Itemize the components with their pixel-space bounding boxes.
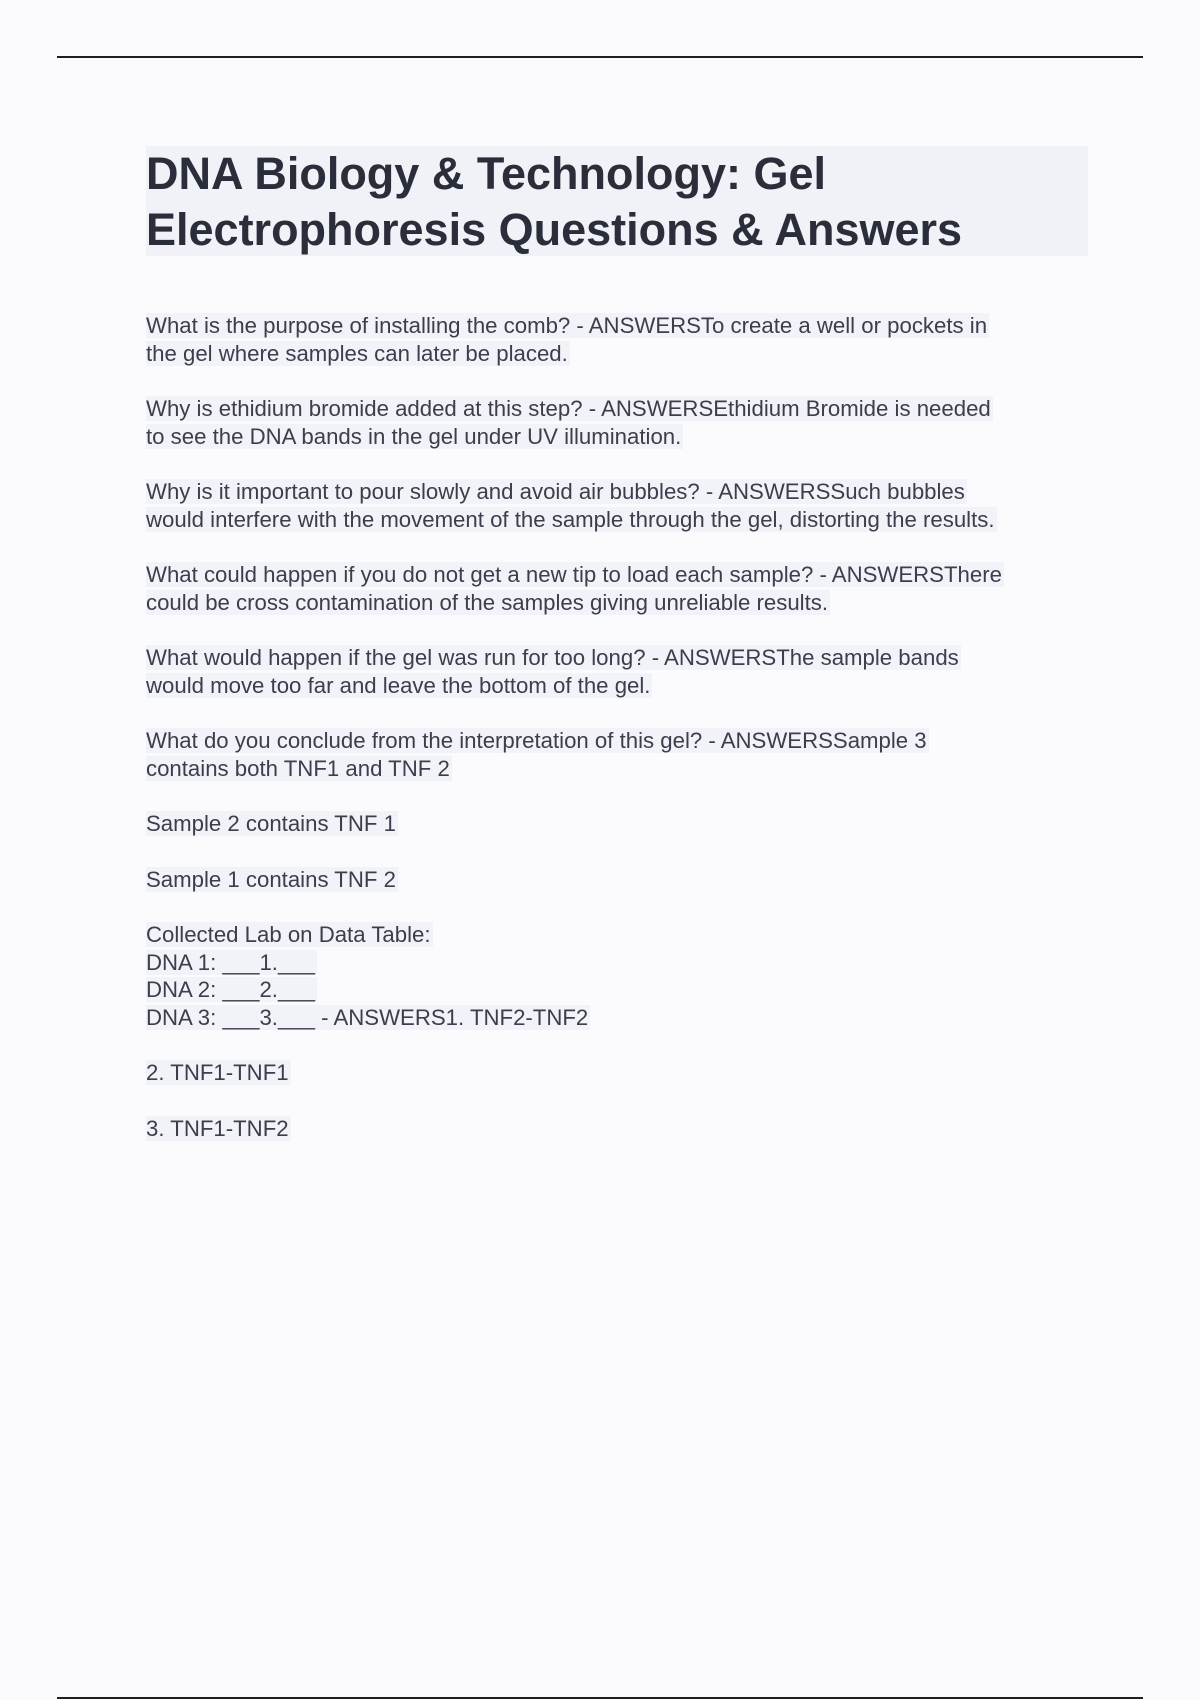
qa-content: [146, 312, 1088, 1170]
qa-paragraph-sample-1: [146, 866, 1088, 894]
text-line: could be cross contamination of the samples giving unreliable results.: [146, 589, 829, 615]
text-line: would move too far and leave the bottom of the gel.: [146, 672, 651, 698]
text-line: to see the DNA bands in the gel under UV illumination.: [146, 423, 682, 449]
qa-paragraph-conclusion: [146, 727, 1088, 782]
header-rule: [57, 56, 1143, 58]
text-line: What is the purpose of installing the comb? - ANSWERSTo create a well or pockets in: [146, 313, 988, 338]
qa-paragraph-run-too-long: [146, 644, 1088, 699]
text-line: Collected Lab on Data Table:: [146, 922, 431, 947]
title-line-1: DNA Biology & Technology: Gel: [146, 148, 827, 199]
qa-paragraph-answer-3: [146, 1115, 1088, 1143]
text-line: What could happen if you do not get a new tip to load each sample? - ANSWERSThere: [146, 562, 1002, 587]
text-line: DNA 3: ___3.___ - ANSWERS1. TNF2-TNF2: [146, 1004, 589, 1030]
text-line: What do you conclude from the interpretation of this gel? - ANSWERSSample 3: [146, 728, 927, 753]
qa-paragraph-answer-2: [146, 1059, 1088, 1087]
text-line: Why is ethidium bromide added at this step? - ANSWERSEthidium Bromide is needed: [146, 396, 991, 421]
footer-rule: [57, 1697, 1143, 1699]
qa-paragraph-data-table: [146, 921, 1088, 1031]
text-line: would interfere with the movement of the sample through the gel, distorting the results.: [146, 506, 995, 532]
qa-paragraph-sample-2: [146, 810, 1088, 838]
text-line: DNA 1: ___1.___: [146, 949, 315, 975]
text-line: 3. TNF1-TNF2: [146, 1115, 289, 1141]
text-line: Why is it important to pour slowly and avoid air bubbles? - ANSWERSSuch bubbles: [146, 479, 965, 504]
qa-paragraph-ethidium: [146, 395, 1088, 450]
title-line-2: Electrophoresis Questions & Answers: [146, 204, 963, 255]
text-line: 2. TNF1-TNF1: [146, 1060, 289, 1085]
qa-paragraph-tip: [146, 561, 1088, 616]
text-line: DNA 2: ___2.___: [146, 977, 315, 1002]
text-line: the gel where samples can later be placed.: [146, 340, 568, 366]
qa-paragraph-bubbles: [146, 478, 1088, 533]
text-line: What would happen if the gel was run for too long? - ANSWERSThe sample bands: [146, 645, 959, 670]
text-line: Sample 1 contains TNF 2: [146, 866, 396, 892]
text-line: contains both TNF1 and TNF 2: [146, 755, 450, 781]
text-line: Sample 2 contains TNF 1: [146, 811, 396, 836]
document-title: [146, 146, 1088, 256]
qa-paragraph-comb: [146, 312, 1088, 367]
